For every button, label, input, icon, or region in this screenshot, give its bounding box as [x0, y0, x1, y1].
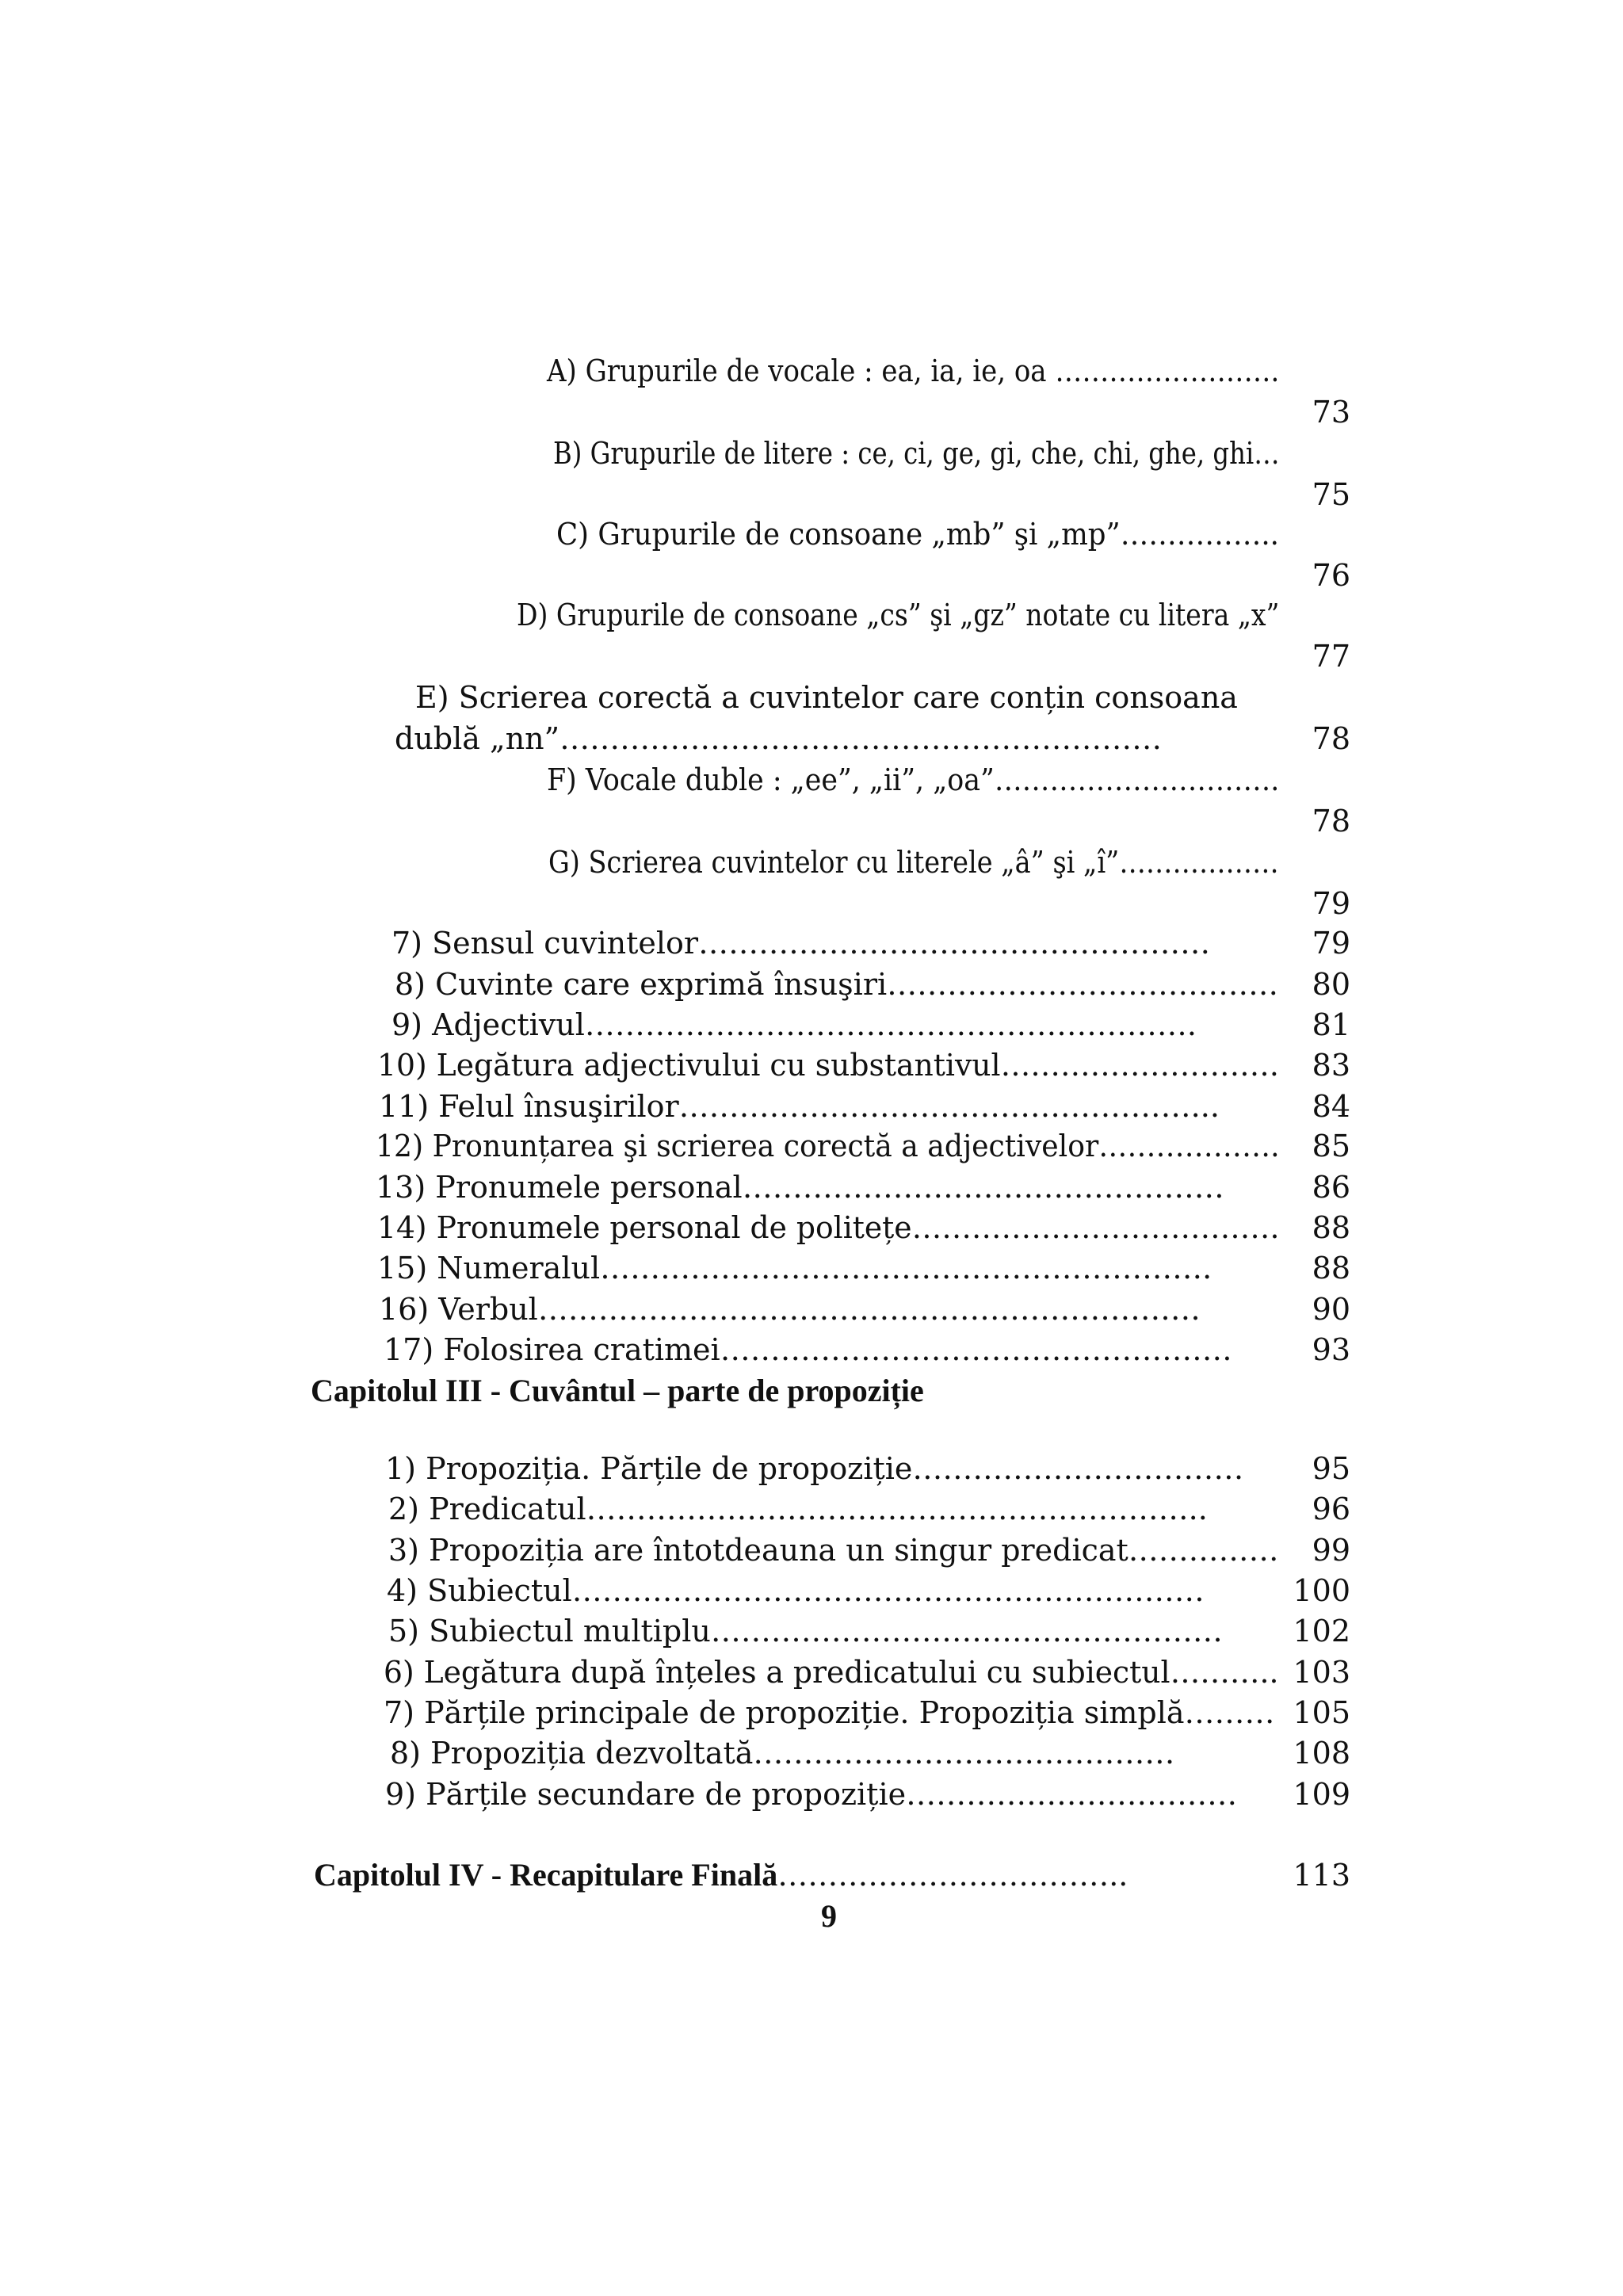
toc-entry-15: 15) Numeralul……………………………………………………. — [377, 1251, 1212, 1286]
toc-page-7: 79 — [1312, 926, 1350, 961]
chapter-iv-leader: …………………………….. — [777, 1858, 1128, 1893]
toc-entry-7: 7) Sensul cuvintelor…………………………………………… — [391, 926, 1211, 961]
toc-page-b: 75 — [1312, 477, 1350, 512]
toc-page-c3-3: 99 — [1312, 1533, 1350, 1568]
toc-page-9: 81 — [1312, 1007, 1350, 1042]
toc-entry-d: D) Grupurile de consoane „cs” şi „gz” notate cu litera „x” — [517, 598, 1280, 632]
toc-entry-c3-3: 3) Propoziția are întotdeauna un singur predicat…………… — [388, 1533, 1279, 1568]
toc-entry-13: 13) Pronumele personal………………………………………… — [376, 1170, 1224, 1205]
toc-page-c3-6: 103 — [1293, 1655, 1350, 1690]
toc-entry-b: B) Grupurile de litere : ce, ci, ge, gi, che, chi, ghe, ghi… — [553, 436, 1280, 471]
toc-entry-c3-9: 9) Părțile secundare de propoziție…………………………… — [385, 1777, 1238, 1812]
toc-page-8: 80 — [1312, 967, 1350, 1002]
toc-entry-9: 9) Adjectivul……………………………………………………. — [391, 1007, 1197, 1042]
chapter-iv-title: Capitolul IV - Recapitulare Finală — [314, 1857, 778, 1893]
toc-page-c3-5: 102 — [1293, 1614, 1350, 1648]
toc-entry-a: A) Grupurile de vocale : ea, ia, ie, oa ……………………. — [547, 353, 1280, 388]
toc-entry-14: 14) Pronumele personal de politețe………………………………. — [377, 1210, 1280, 1245]
toc-page-a: 73 — [1312, 395, 1350, 430]
toc-page-g: 79 — [1312, 886, 1350, 921]
toc-page-14: 88 — [1312, 1210, 1350, 1245]
toc-page-c3-7: 105 — [1293, 1695, 1350, 1730]
toc-page-c3-4: 100 — [1293, 1573, 1350, 1608]
toc-page-c3-1: 95 — [1312, 1451, 1350, 1486]
toc-page-13: 86 — [1312, 1170, 1350, 1205]
page-number: 9 — [821, 1898, 837, 1934]
toc-entry-c3-1: 1) Propoziția. Părțile de propoziție…………………………… — [385, 1451, 1244, 1486]
toc-entry-g: G) Scrierea cuvintelor cu literele „â” şi „î”……………… — [548, 845, 1279, 880]
toc-page-c3-9: 109 — [1293, 1777, 1350, 1812]
toc-entry-c3-8: 8) Propoziția dezvoltată…………………………………… — [390, 1736, 1175, 1771]
toc-entry-12: 12) Pronunțarea şi scrierea corectă a adjectivelor………………. — [376, 1129, 1280, 1163]
toc-page-c3-8: 108 — [1293, 1736, 1350, 1771]
toc-page-chapter-iv: 113 — [1293, 1858, 1350, 1893]
toc-page-10: 83 — [1312, 1048, 1350, 1083]
toc-entry-8: 8) Cuvinte care exprimă însuşiri………………………………… — [395, 967, 1279, 1002]
toc-page-e: 78 — [1312, 721, 1350, 756]
toc-page-12: 85 — [1312, 1129, 1350, 1163]
toc-page-11: 84 — [1312, 1089, 1350, 1124]
toc-page-15: 88 — [1312, 1251, 1350, 1286]
toc-entry-17: 17) Folosirea cratimei…………………………………………… — [384, 1332, 1232, 1367]
toc-entry-c3-4: 4) Subiectul……………………………………………………… — [387, 1573, 1205, 1608]
toc-page-f: 78 — [1312, 804, 1350, 839]
toc-entry-e-line2: dublă „nn”…………………………………………………… — [395, 721, 1163, 756]
toc-page-17: 93 — [1312, 1332, 1350, 1367]
toc-entry-10: 10) Legătura adjectivului cu substantivul………………………. — [377, 1048, 1279, 1083]
toc-page-c3-2: 96 — [1312, 1492, 1350, 1526]
toc-entry-c: C) Grupurile de consoane „mb” şi „mp”…………….. — [556, 517, 1279, 552]
toc-entry-c3-6: 6) Legătura după înțeles a predicatului cu subiectul……….. — [384, 1655, 1279, 1690]
chapter-heading-iv — [314, 1855, 1128, 1896]
toc-page-c: 76 — [1312, 558, 1350, 593]
toc-entry-f: F) Vocale duble : „ee”, „ii”, „oa”…………………………. — [547, 762, 1280, 797]
toc-page-16: 90 — [1312, 1292, 1350, 1327]
chapter-heading-iii: Capitolul III - Cuvântul – parte de propoziție — [311, 1373, 924, 1408]
toc-page-d: 77 — [1312, 639, 1350, 674]
toc-entry-e-line1: E) Scrierea corectă a cuvintelor care conțin consoana — [415, 680, 1238, 715]
toc-entry-c3-5: 5) Subiectul multiplu…………………………………………… — [388, 1614, 1223, 1648]
toc-entry-11: 11) Felul însuşirilor……………………………………………... — [379, 1089, 1220, 1124]
toc-entry-c3-7: 7) Părțile principale de propoziție. Propoziția simplă……… — [384, 1695, 1275, 1730]
toc-entry-16: 16) Verbul………………………………………………………… — [379, 1292, 1201, 1327]
toc-entry-c3-2: 2) Predicatul…………………………………………………….. — [388, 1492, 1208, 1526]
